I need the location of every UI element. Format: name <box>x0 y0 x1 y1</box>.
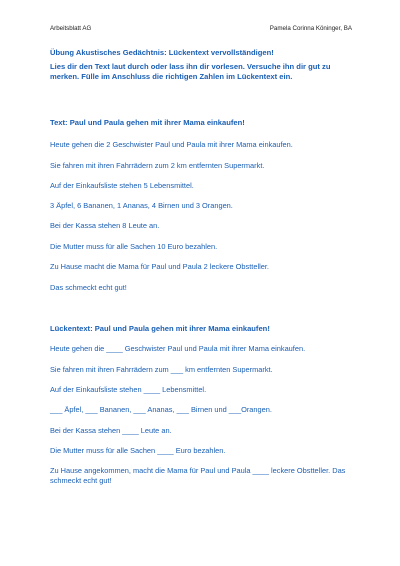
text-line: Bei der Kassa stehen 8 Leute an. <box>50 221 160 230</box>
text-line: Sie fahren mit ihren Fahrrädern zum 2 km entfernten Supermarkt. <box>50 161 265 170</box>
text-line: Zu Hause macht die Mama für Paul und Paula 2 leckere Obstteller. <box>50 262 269 271</box>
header-right: Pamela Corinna Köninger, BA <box>269 25 352 32</box>
exercise-title: Übung Akustisches Gedächtnis: Lückentext vervollständigen! <box>50 48 274 57</box>
text-line: Heute gehen die 2 Geschwister Paul und Paula mit ihrer Mama einkaufen. <box>50 140 293 149</box>
gap-line: Bei der Kassa stehen ____ Leute an. <box>50 426 172 435</box>
text-line: 3 Äpfel, 6 Bananen, 1 Ananas, 4 Birnen und 3 Orangen. <box>50 201 233 210</box>
text-line: Die Mutter muss für alle Sachen 10 Euro bezahlen. <box>50 242 218 251</box>
text-line: Auf der Einkaufsliste stehen 5 Lebensmittel. <box>50 181 194 190</box>
text-heading: Text: Paul und Paula gehen mit ihrer Mama einkaufen! <box>50 118 245 127</box>
gap-line: Die Mutter muss für alle Sachen ____ Euro bezahlen. <box>50 446 226 455</box>
gap-line: Heute gehen die ____ Geschwister Paul und Paula mit ihrer Mama einkaufen. <box>50 344 306 353</box>
gap-line: Auf der Einkaufsliste stehen ____ Lebensmittel. <box>50 385 207 394</box>
exercise-instructions: Lies dir den Text laut durch oder lass ihn dir vorlesen. Versuche ihn dir gut zu merken. Fülle im Anschluss die richtigen Zahlen im Lückentext ein. <box>50 62 331 81</box>
page-header <box>50 25 352 32</box>
gap-text-heading: Lückentext: Paul und Paula gehen mit ihrer Mama einkaufen! <box>50 324 270 333</box>
text-line: Das schmeckt echt gut! <box>50 283 127 292</box>
gap-line: Zu Hause angekommen, macht die Mama für Paul und Paula ____ leckere Obstteller. Das schmeckt echt gut! <box>50 466 346 485</box>
gap-line: Sie fahren mit ihren Fahrrädern zum ___ km entfernten Supermarkt. <box>50 365 273 374</box>
header-left: Arbeitsblatt AG <box>50 25 92 32</box>
gap-line: ___ Äpfel, ___ Bananen, ___ Ananas, ___ Birnen und ___Orangen. <box>50 405 272 414</box>
